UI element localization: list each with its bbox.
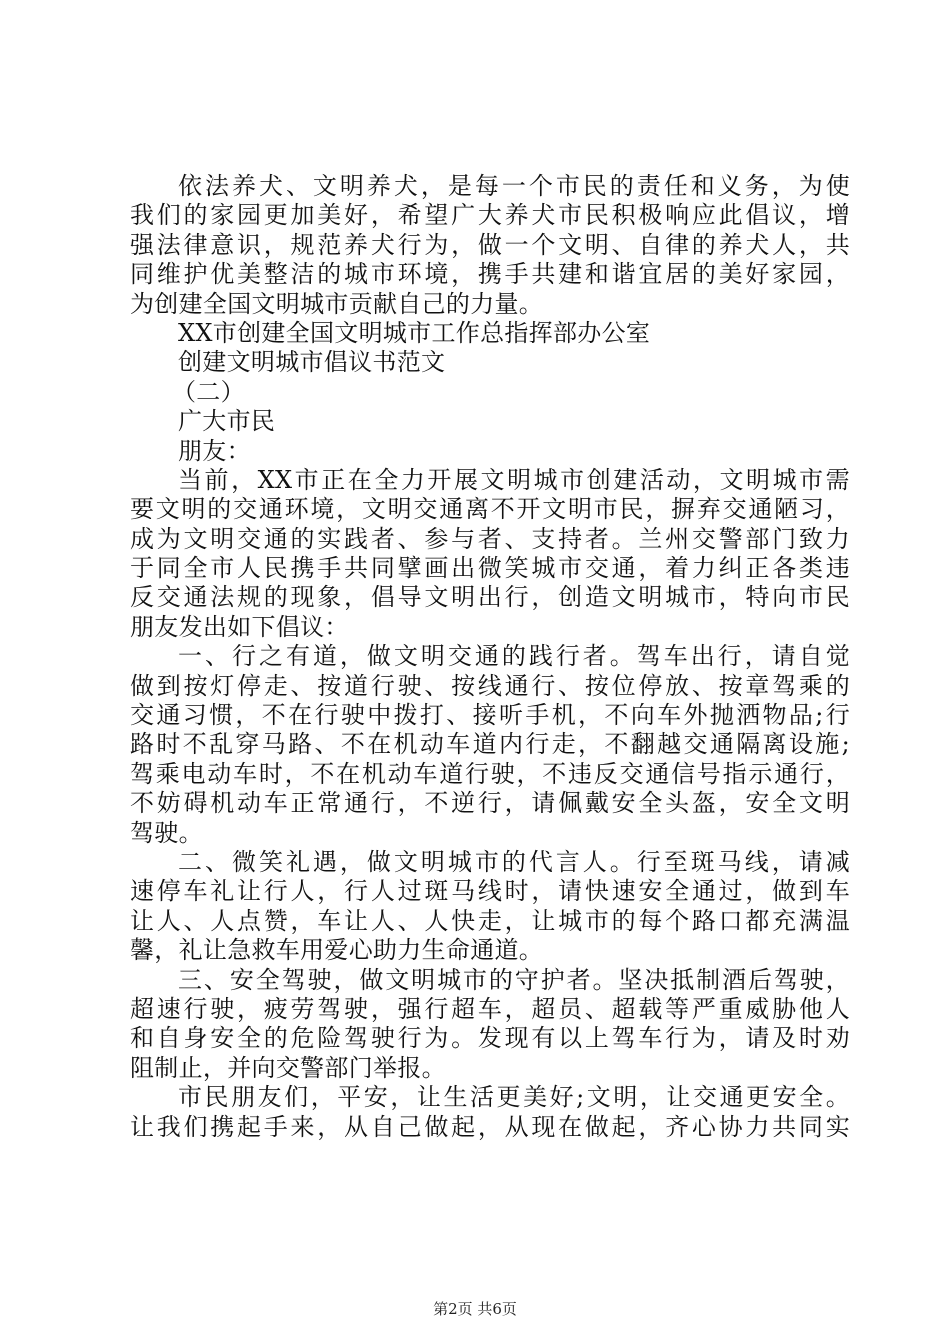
paragraph-line: 速停车礼让行人，行人过斑马线时，请快速安全通过，做到车 xyxy=(130,877,850,906)
paragraph-line: 超速行驶，疲劳驾驶，强行超车，超员、超载等严重威胁他人 xyxy=(130,994,850,1023)
paragraph-line: 一、行之有道，做文明交通的践行者。驾车出行，请自觉 xyxy=(178,642,850,671)
paragraph-line: 和自身安全的危险驾驶行为。发现有以上驾车行为，请及时劝 xyxy=(130,1024,850,1053)
paragraph-line: 要文明的交通环境，文明交通离不开文明市民，摒弃交通陋习， xyxy=(130,495,850,524)
paragraph-line: 驾驶。 xyxy=(130,818,203,847)
paragraph-line: 路时不乱穿马路、不在机动车道内行走，不翻越交通隔离设施; xyxy=(130,730,850,759)
paragraph-line: 让我们携起手来，从自己做起，从现在做起，齐心协力共同实 xyxy=(130,1112,850,1141)
paragraph-line: 驾乘电动车时，不在机动车道行驶，不违反交通信号指示通行， xyxy=(130,759,850,788)
paragraph-line: 朋友发出如下倡议： xyxy=(130,612,349,641)
paragraph-line: 交通习惯，不在行驶中拨打、接听手机，不向车外抛洒物品;行 xyxy=(130,701,850,730)
salutation-line: 广大市民 xyxy=(178,407,276,436)
paragraph-line: 为创建全国文明城市贡献自己的力量。 xyxy=(130,289,544,318)
signature-line: XX市创建全国文明城市工作总指挥部办公室 xyxy=(178,318,651,347)
document-subtitle: （二） xyxy=(172,377,245,406)
paragraph-line: 阻制止，并向交警部门举报。 xyxy=(130,1053,446,1082)
salutation-line: 朋友： xyxy=(178,436,251,465)
paragraph-line: 不妨碍机动车正常通行，不逆行，请佩戴安全头盔，安全文明 xyxy=(130,789,850,818)
paragraph-line: 依法养犬、文明养犬，是每一个市民的责任和义务，为使 xyxy=(178,172,850,200)
paragraph-line: 反交通法规的现象，倡导文明出行，创造文明城市，特向市民 xyxy=(130,583,850,612)
paragraph-line: 三、安全驾驶，做文明城市的守护者。坚决抵制酒后驾驶， xyxy=(178,965,850,994)
page-footer: 第2页 共6页 xyxy=(433,1300,517,1318)
paragraph-line: 成为文明交通的实践者、参与者、支持者。兰州交警部门致力 xyxy=(130,524,850,553)
paragraph-line: 让人、人点赞，车让人、人快走，让城市的每个路口都充满温 xyxy=(130,906,850,935)
document-body xyxy=(130,172,850,1142)
paragraph-line: 同维护优美整洁的城市环境，携手共建和谐宜居的美好家园， xyxy=(130,260,850,289)
paragraph-line: 市民朋友们，平安，让生活更美好;文明，让交通更安全。 xyxy=(178,1083,850,1112)
paragraph-line: 于同全市人民携手共同擘画出微笑城市交通，着力纠正各类违 xyxy=(130,554,850,583)
paragraph-line: 强法律意识，规范养犬行为，做一个文明、自律的养犬人，共 xyxy=(130,230,850,259)
paragraph-line: 当前，XX市正在全力开展文明城市创建活动，文明城市需 xyxy=(178,465,850,494)
paragraph-line: 馨，礼让急救车用爱心助力生命通道。 xyxy=(130,936,544,965)
document-title: 创建文明城市倡议书范文 xyxy=(178,348,446,377)
paragraph-line: 做到按灯停走、按道行驶、按线通行、按位停放、按章驾乘的 xyxy=(130,671,850,700)
paragraph-line: 我们的家园更加美好，希望广大养犬市民积极响应此倡议，增 xyxy=(130,201,850,230)
paragraph-line: 二、微笑礼遇，做文明城市的代言人。行至斑马线，请减 xyxy=(178,847,850,876)
